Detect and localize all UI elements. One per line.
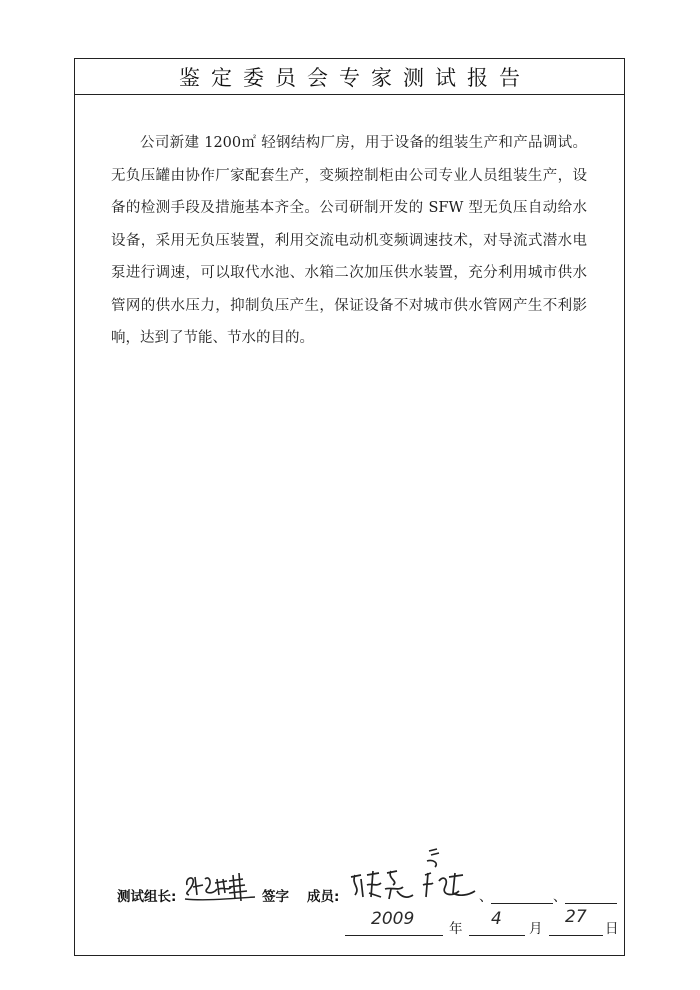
month-label: 月 bbox=[529, 921, 543, 937]
date-month: 4 bbox=[491, 909, 502, 929]
year-label: 年 bbox=[449, 921, 463, 937]
year-blank[interactable] bbox=[345, 935, 443, 936]
member-separator-1: 、 bbox=[479, 889, 493, 905]
member-blank-2[interactable] bbox=[565, 903, 617, 904]
date-day: 27 bbox=[565, 907, 587, 927]
date-year: 2009 bbox=[371, 909, 415, 929]
member-signature-2-text bbox=[479, 845, 480, 846]
report-title: 鉴定委员会专家测试报告 bbox=[179, 65, 531, 90]
report-frame bbox=[74, 58, 625, 956]
day-label: 日 bbox=[605, 921, 619, 937]
day-blank[interactable] bbox=[549, 935, 603, 936]
member-signature-1-text bbox=[417, 863, 418, 864]
month-blank[interactable] bbox=[469, 935, 525, 936]
leader-signature-strokes bbox=[183, 865, 259, 905]
members-label: 成员: bbox=[307, 889, 340, 905]
sign-label: 签字 bbox=[262, 889, 289, 905]
leader-label: 测试组长: bbox=[117, 889, 177, 905]
report-body-text: 公司新建 1200㎡ 轻钢结构厂房，用于设备的组装生产和产品调试。无负压罐由协作厂家配套生产，变频控制柜由公司专业人员组装生产，设备的检测手段及措施基本齐全。公司研制开发的 SFW 型无负压自动给水设备，采用无负压装置，利用交流电动机变频调速技术，对导流式潜水电泵进行调速，可以取代水池、水箱二次加压供水装置，充分利用城市供水管网的供水压力，抑制负压产生，保证设备不对城市供水管网产生不利影响，达到了节能、节水的目的。 bbox=[111, 135, 587, 346]
leader-signature-text bbox=[259, 865, 260, 866]
title-row bbox=[75, 59, 624, 95]
member-signature-2 bbox=[419, 845, 479, 905]
member-signature-2-strokes bbox=[419, 845, 479, 905]
member-separator-2: 、 bbox=[553, 889, 567, 905]
member-blank-1[interactable] bbox=[491, 903, 553, 904]
member-signature-1 bbox=[347, 863, 417, 905]
leader-signature bbox=[183, 865, 259, 905]
member-signature-1-strokes bbox=[347, 863, 417, 905]
